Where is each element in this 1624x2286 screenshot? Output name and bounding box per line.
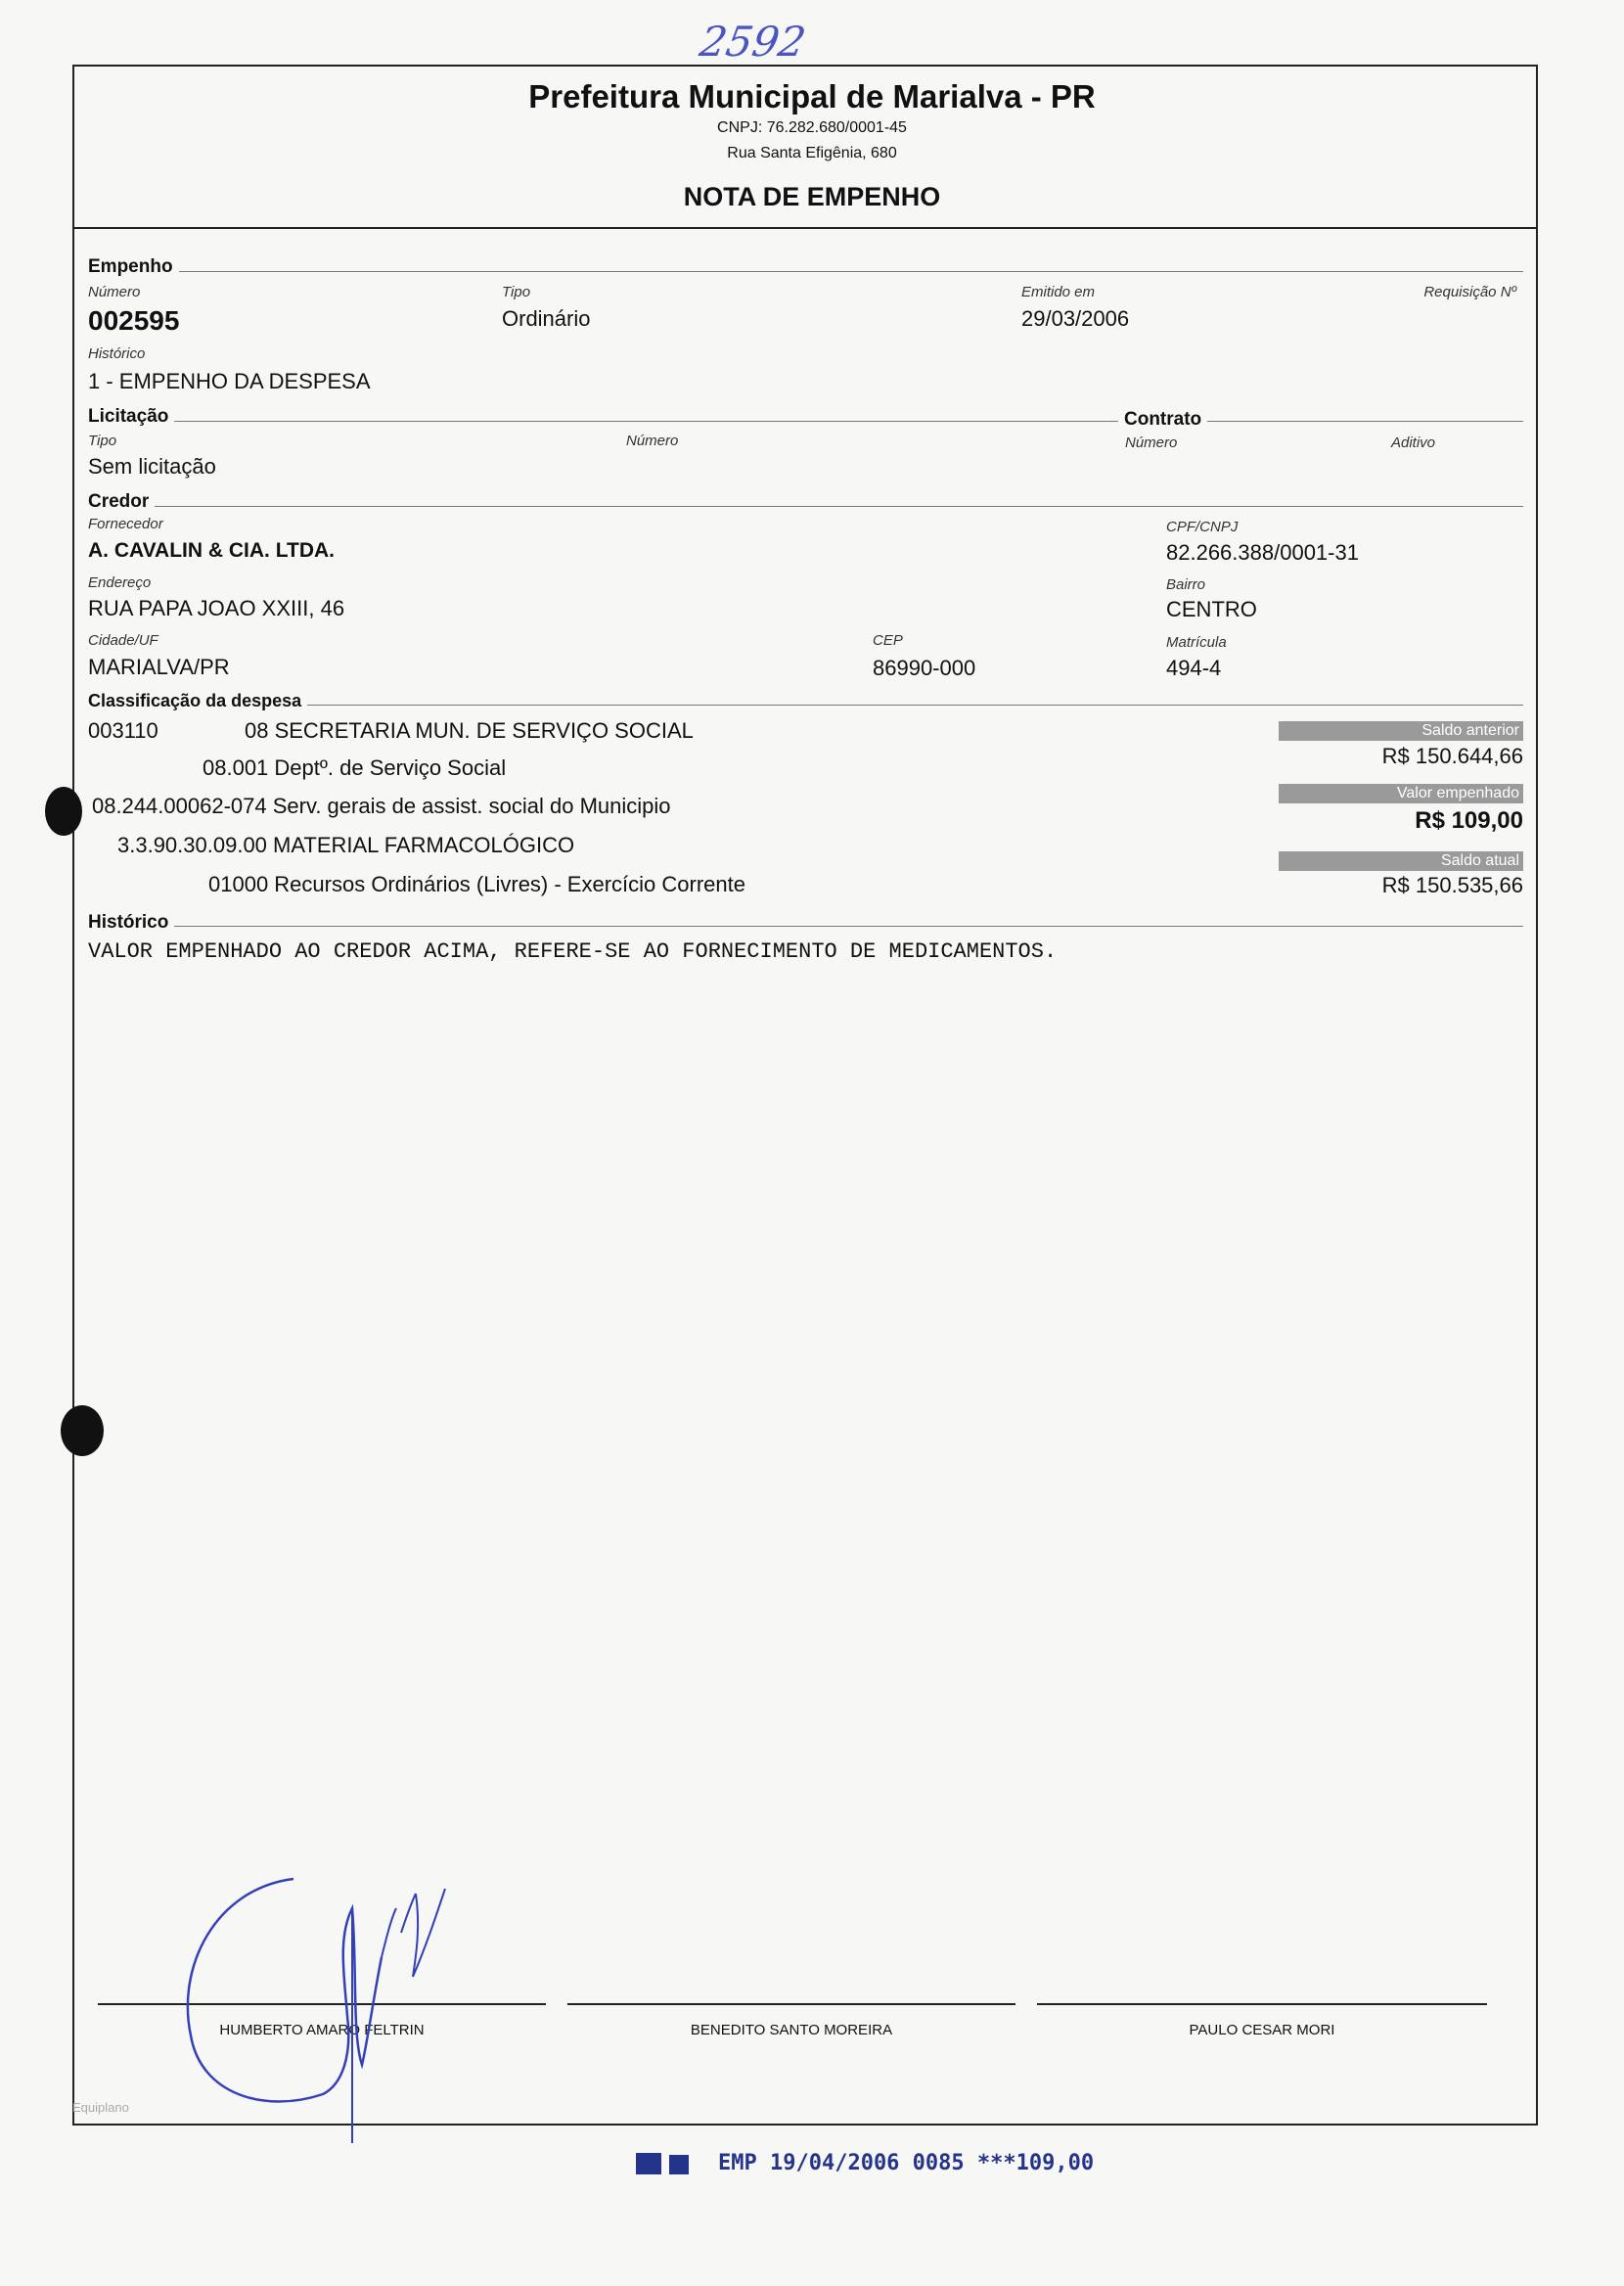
stamp-logo-icon-2 <box>669 2155 689 2174</box>
punch-hole-top <box>45 787 82 836</box>
valor-empenhado-label: Valor empenhado <box>1279 784 1523 803</box>
credor-section-label: Credor <box>88 491 155 513</box>
saldo-atual-value: R$ 150.535,66 <box>1381 873 1523 897</box>
classificacao-programa: 08.244.00062-074 Serv. gerais de assist. social do Municipio <box>92 794 671 818</box>
empenho-numero: 002595 <box>88 305 180 336</box>
cep-value: 86990-000 <box>873 656 976 680</box>
saldo-anterior-value: R$ 150.644,66 <box>1381 744 1523 768</box>
requisicao-label: Requisição Nº <box>1423 284 1516 300</box>
cpf-label: CPF/CNPJ <box>1166 519 1239 535</box>
endereco-value: RUA PAPA JOAO XXIII, 46 <box>88 596 345 620</box>
punch-hole-bottom <box>61 1405 104 1456</box>
bairro-value: CENTRO <box>1166 597 1257 621</box>
licitacao-section-label: Licitação <box>88 406 174 428</box>
matricula-value: 494-4 <box>1166 656 1222 680</box>
header-cnpj: CNPJ: 76.282.680/0001-45 <box>717 119 907 136</box>
signature-line-2 <box>567 2003 1015 2005</box>
page-title: Prefeitura Municipal de Marialva - PR <box>528 78 1096 114</box>
contrato-aditivo-label: Aditivo <box>1391 434 1436 451</box>
endereco-label: Endereço <box>88 574 152 591</box>
bairro-label: Bairro <box>1166 576 1206 593</box>
contrato-section-label: Contrato <box>1118 409 1207 431</box>
classificacao-code: 003110 <box>88 718 158 743</box>
cidade-label: Cidade/UF <box>88 632 158 649</box>
handwritten-number: 2592 <box>696 18 810 66</box>
fornecedor-label: Fornecedor <box>88 516 163 532</box>
classificacao-dept: 08.001 Deptº. de Serviço Social <box>203 755 507 780</box>
signature-line-3 <box>1037 2003 1487 2005</box>
cpf-value: 82.266.388/0001-31 <box>1166 540 1359 565</box>
emitido-date: 29/03/2006 <box>1021 306 1130 331</box>
fornecedor-name: A. CAVALIN & CIA. LTDA. <box>88 539 335 562</box>
matricula-label: Matrícula <box>1166 634 1227 651</box>
empenho-numero-label: Número <box>88 284 141 300</box>
emitido-label: Emitido em <box>1021 284 1096 300</box>
empenho-rule <box>90 271 1523 272</box>
classificacao-section-label: Classificação da despesa <box>88 691 307 711</box>
signature-name-2: BENEDITO SANTO MOREIRA <box>690 2022 893 2038</box>
cidade-value: MARIALVA/PR <box>88 655 230 679</box>
signature-name-3: PAULO CESAR MORI <box>1189 2022 1335 2038</box>
historico-section-label: Histórico <box>88 912 174 934</box>
empenho-tipo: Ordinário <box>502 306 591 331</box>
credor-rule <box>90 506 1523 507</box>
classificacao-secretaria: 08 SECRETARIA MUN. DE SERVIÇO SOCIAL <box>245 718 694 743</box>
empenho-historico: 1 - EMPENHO DA DESPESA <box>88 369 371 393</box>
header-address: Rua Santa Efigênia, 680 <box>727 145 897 161</box>
empenho-tipo-label: Tipo <box>502 284 531 300</box>
empenho-section-label: Empenho <box>88 256 179 278</box>
valor-empenhado-value: R$ 109,00 <box>1415 807 1523 834</box>
licitacao-numero-label: Número <box>626 433 679 449</box>
empenho-historico-label: Histórico <box>88 345 146 362</box>
classificacao-elemento: 3.3.90.30.09.00 MATERIAL FARMACOLÓGICO <box>117 833 575 857</box>
licitacao-tipo-label: Tipo <box>88 433 117 449</box>
stamp-text: EMP 19/04/2006 0085 ***109,00 <box>718 2151 1095 2175</box>
contrato-numero-label: Número <box>1125 434 1178 451</box>
footer-small-text: Equiplano <box>72 2100 129 2115</box>
document-title: NOTA DE EMPENHO <box>683 182 941 211</box>
signature-name-1: HUMBERTO AMARO FELTRIN <box>219 2022 425 2038</box>
stamp-logo-icon <box>636 2153 661 2174</box>
header-divider <box>72 227 1538 229</box>
historico-rule <box>90 926 1523 927</box>
historico-text: VALOR EMPENHADO AO CREDOR ACIMA, REFERE-SE AO FORNECIMENTO DE MEDICAMENTOS. <box>88 939 1058 964</box>
handwritten-signature <box>157 1850 470 2153</box>
licitacao-rule <box>90 421 1523 422</box>
cep-label: CEP <box>873 632 903 649</box>
licitacao-tipo: Sem licitação <box>88 454 216 479</box>
saldo-anterior-label: Saldo anterior <box>1279 721 1523 741</box>
saldo-atual-label: Saldo atual <box>1279 851 1523 871</box>
classificacao-recurso: 01000 Recursos Ordinários (Livres) - Exercício Corrente <box>208 872 745 896</box>
